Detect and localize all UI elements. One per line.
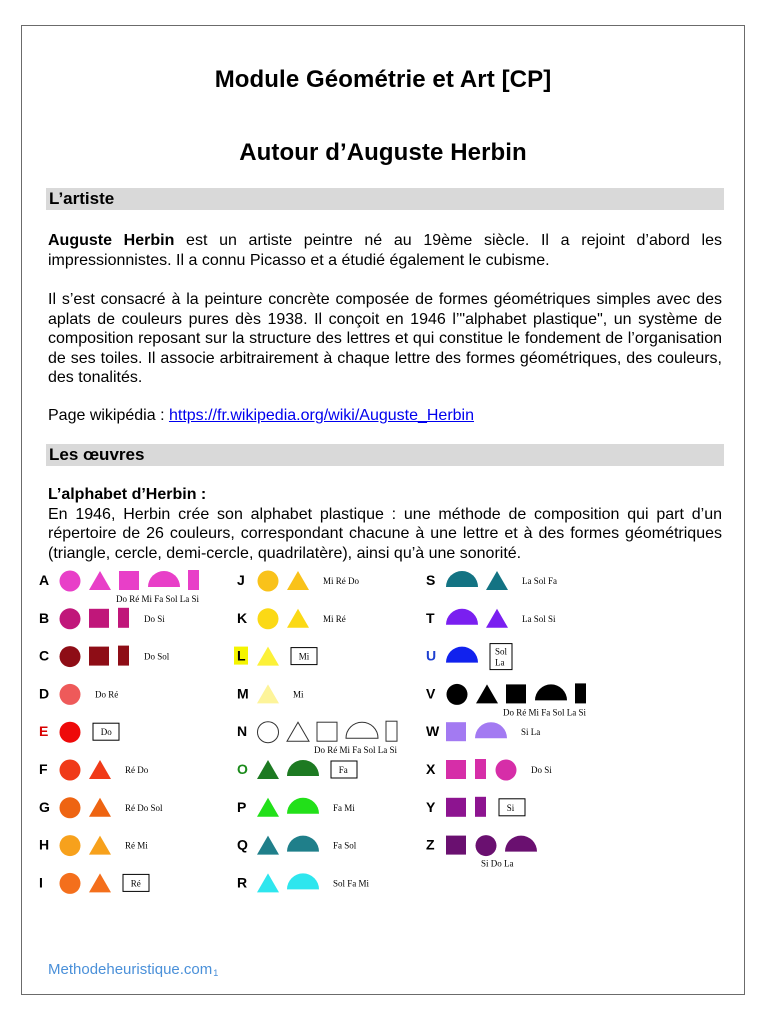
half-circle-shape [505, 836, 537, 852]
square-shape [506, 684, 526, 703]
note-label: Ré [130, 878, 141, 889]
alphabet-letter-y [426, 797, 525, 817]
letter-label: F [39, 761, 48, 777]
circle-shape [60, 722, 81, 743]
section-header-artiste: L’artiste [46, 188, 724, 210]
rectangle-shape [575, 683, 586, 703]
square-shape [446, 836, 466, 855]
footer-site[interactable]: Methodeheuristique.com [48, 961, 213, 978]
letter-label: Q [237, 836, 248, 853]
half-circle-shape [287, 798, 319, 814]
document-title: Module Géométrie et Art [CP] [214, 66, 552, 93]
wikipedia-label: Page wikipédia : [48, 407, 169, 424]
letter-label: I [39, 874, 43, 891]
note-label: Fa [338, 765, 348, 775]
letter-label: Y [426, 798, 436, 815]
letter-label: G [39, 798, 50, 815]
note-label: Mi [293, 689, 304, 700]
letter-label: X [426, 761, 436, 777]
triangle-shape [257, 798, 279, 817]
note-label: La Sol Si [522, 613, 556, 624]
alphabet-heading: L’alphabet d’Herbin : [48, 486, 207, 503]
alphabet-letter-n [237, 721, 398, 755]
circle-shape [258, 571, 279, 592]
rectangle-shape [118, 608, 129, 628]
note-label: Ré Do Sol [125, 802, 163, 813]
triangle-shape [89, 760, 111, 779]
alphabet-letter-u [426, 644, 512, 670]
rectangle-shape [188, 570, 199, 590]
alphabet-letter-z [426, 835, 537, 869]
square-shape [446, 760, 466, 779]
letter-label: U [426, 647, 437, 664]
alphabet-letter-t [426, 609, 556, 628]
alphabet-letter-o [237, 760, 357, 779]
rectangle-shape [386, 721, 397, 741]
letter-label: E [39, 723, 49, 740]
alphabet-letter-l [234, 647, 317, 666]
triangle-shape [257, 760, 279, 779]
letter-label: H [39, 836, 50, 853]
triangle-shape [257, 684, 279, 703]
circle-shape [60, 571, 81, 592]
note-label: Do Si [144, 613, 165, 624]
triangle-shape [287, 722, 309, 741]
alphabet-letter-j [237, 571, 360, 592]
letter-label: J [237, 572, 245, 588]
note-label: Do Ré Mi Fa Sol La Si [314, 745, 398, 756]
note-label: Do Ré Mi Fa Sol La Si [503, 707, 587, 718]
circle-shape [476, 835, 497, 856]
circle-shape [60, 797, 81, 818]
note-label: Ré Mi [125, 840, 148, 851]
half-circle-shape [287, 760, 319, 776]
note-label: Mi Ré [323, 613, 346, 624]
circle-shape [60, 608, 81, 629]
square-shape [89, 647, 109, 666]
triangle-shape [476, 684, 498, 703]
note-label: Do Si [531, 765, 552, 775]
circle-shape [496, 760, 517, 781]
note-label: Si La [521, 727, 541, 738]
note-label: Do Sol [144, 651, 170, 662]
half-circle-shape [446, 609, 478, 625]
note-label: Do Ré [95, 689, 119, 700]
artist-name: Auguste Herbin [48, 232, 175, 249]
letter-label: Z [426, 836, 435, 853]
triangle-shape [89, 798, 111, 817]
circle-shape [60, 760, 81, 781]
alphabet-letter-q [237, 836, 357, 855]
triangle-shape [486, 609, 508, 628]
half-circle-shape [475, 722, 507, 738]
circle-shape [258, 722, 279, 743]
triangle-shape [287, 609, 309, 628]
half-circle-shape [535, 684, 567, 700]
triangle-shape [89, 873, 111, 892]
alphabet-letter-m [237, 684, 304, 703]
triangle-shape [89, 571, 111, 590]
note-label: Ré Do [125, 765, 149, 775]
note-label: Do [100, 727, 112, 738]
alphabet-letter-a [39, 570, 200, 604]
triangle-shape [257, 647, 279, 666]
letter-label: W [426, 723, 440, 740]
rectangle-shape [475, 797, 486, 817]
circle-shape [60, 873, 81, 894]
half-circle-shape [446, 571, 478, 587]
triangle-shape [257, 873, 279, 892]
circle-shape [60, 684, 81, 705]
alphabet-letter-g [39, 797, 163, 818]
rectangle-shape [118, 646, 129, 666]
alphabet-letter-p [237, 798, 355, 817]
triangle-shape [486, 571, 508, 590]
rectangle-shape [475, 759, 486, 779]
square-shape [89, 609, 109, 628]
circle-shape [447, 684, 468, 705]
half-circle-shape [287, 836, 319, 852]
alphabet-description: En 1946, Herbin crée son alphabet plastique : une méthode de composition qui part d’un répertoire de 26 couleurs, correspondant chacune à une lettre et à des formes géométriques (triangle, cercle, demi-cercle, quadrilatère), ainsi qu’à une sonorité. [48, 505, 722, 562]
triangle-shape [257, 836, 279, 855]
alphabet-letter-h [39, 835, 148, 856]
alphabet-letter-i [39, 873, 149, 894]
alphabet-letter-e [39, 722, 119, 743]
triangle-shape [89, 836, 111, 855]
half-circle-shape [446, 647, 478, 663]
square-shape [119, 571, 139, 590]
note-label: Fa Mi [333, 802, 355, 813]
letter-label: B [39, 609, 50, 626]
page-number: 1 [213, 968, 219, 978]
note-label: La Sol Fa [522, 576, 557, 586]
note-label: Sol Fa Mi [333, 878, 370, 889]
circle-shape [60, 646, 81, 667]
letter-label: L [237, 647, 246, 664]
alphabet-letter-c [39, 646, 170, 668]
triangle-shape [287, 571, 309, 590]
alphabet-letter-w [426, 722, 540, 741]
half-circle-shape [346, 722, 378, 738]
herbin-alphabet-chart [22, 26, 746, 996]
letter-label: A [39, 572, 50, 588]
circle-shape [258, 608, 279, 629]
wikipedia-link[interactable]: https://fr.wikipedia.org/wiki/Auguste_Herbin [168, 407, 475, 424]
letter-label: P [237, 798, 247, 815]
alphabet-letter-r [237, 873, 370, 892]
letter-label: O [237, 761, 248, 777]
alphabet-letter-s [426, 571, 557, 590]
note-label: Si Do La [481, 858, 514, 869]
note-label: Fa Sol [333, 840, 357, 851]
half-circle-shape [148, 571, 180, 587]
section-header-oeuvres: Les œuvres [46, 444, 724, 466]
paragraph-artist-work: Il s’est consacré à la peinture concrète composée de formes géométriques simples avec des aplats de couleurs pures dès 1938. Il conçoit en 1946 l’"alphabet plastique", un système de composition reposant sur la structure des lettres et qui constitue le fondement de l’organisation de ses toiles. Il associe arbitrairement à chaque lettre des formes géométriques, des couleurs, des tonalités. [48, 291, 722, 386]
document-page [21, 25, 745, 995]
letter-label: N [237, 723, 248, 740]
letter-label: V [426, 685, 436, 702]
alphabet-letter-x [426, 759, 552, 781]
half-circle-shape [287, 873, 319, 889]
square-shape [317, 722, 337, 741]
footer [48, 961, 218, 978]
square-shape [446, 722, 466, 741]
alphabet-letter-d [39, 684, 118, 705]
circle-shape [60, 835, 81, 856]
letter-label: D [39, 685, 50, 702]
note-label: Mi [298, 651, 310, 662]
note-label: Sol La [495, 646, 508, 668]
note-label: Do Ré Mi Fa Sol La Si [116, 594, 200, 604]
letter-label: C [39, 647, 50, 664]
document-subtitle: Autour d’Auguste Herbin [239, 139, 527, 166]
artist-intro-text: est un artiste peintre né au 19ème siècle. Il a rejoint d’abord les impressionnistes. Il a connu Picasso et a étudié également le cubisme. [48, 232, 722, 269]
alphabet-letter-b [39, 608, 165, 630]
alphabet-letter-f [39, 760, 149, 781]
square-shape [446, 798, 466, 817]
letter-label: M [237, 685, 249, 702]
note-label: Si [506, 802, 515, 813]
letter-label: T [426, 609, 435, 626]
note-label: Mi Ré Do [323, 576, 359, 586]
alphabet-letter-k [237, 608, 346, 629]
alphabet-letter-v [426, 683, 587, 717]
letter-label: K [237, 609, 248, 626]
letter-label: R [237, 874, 248, 891]
letter-label: S [426, 572, 436, 588]
